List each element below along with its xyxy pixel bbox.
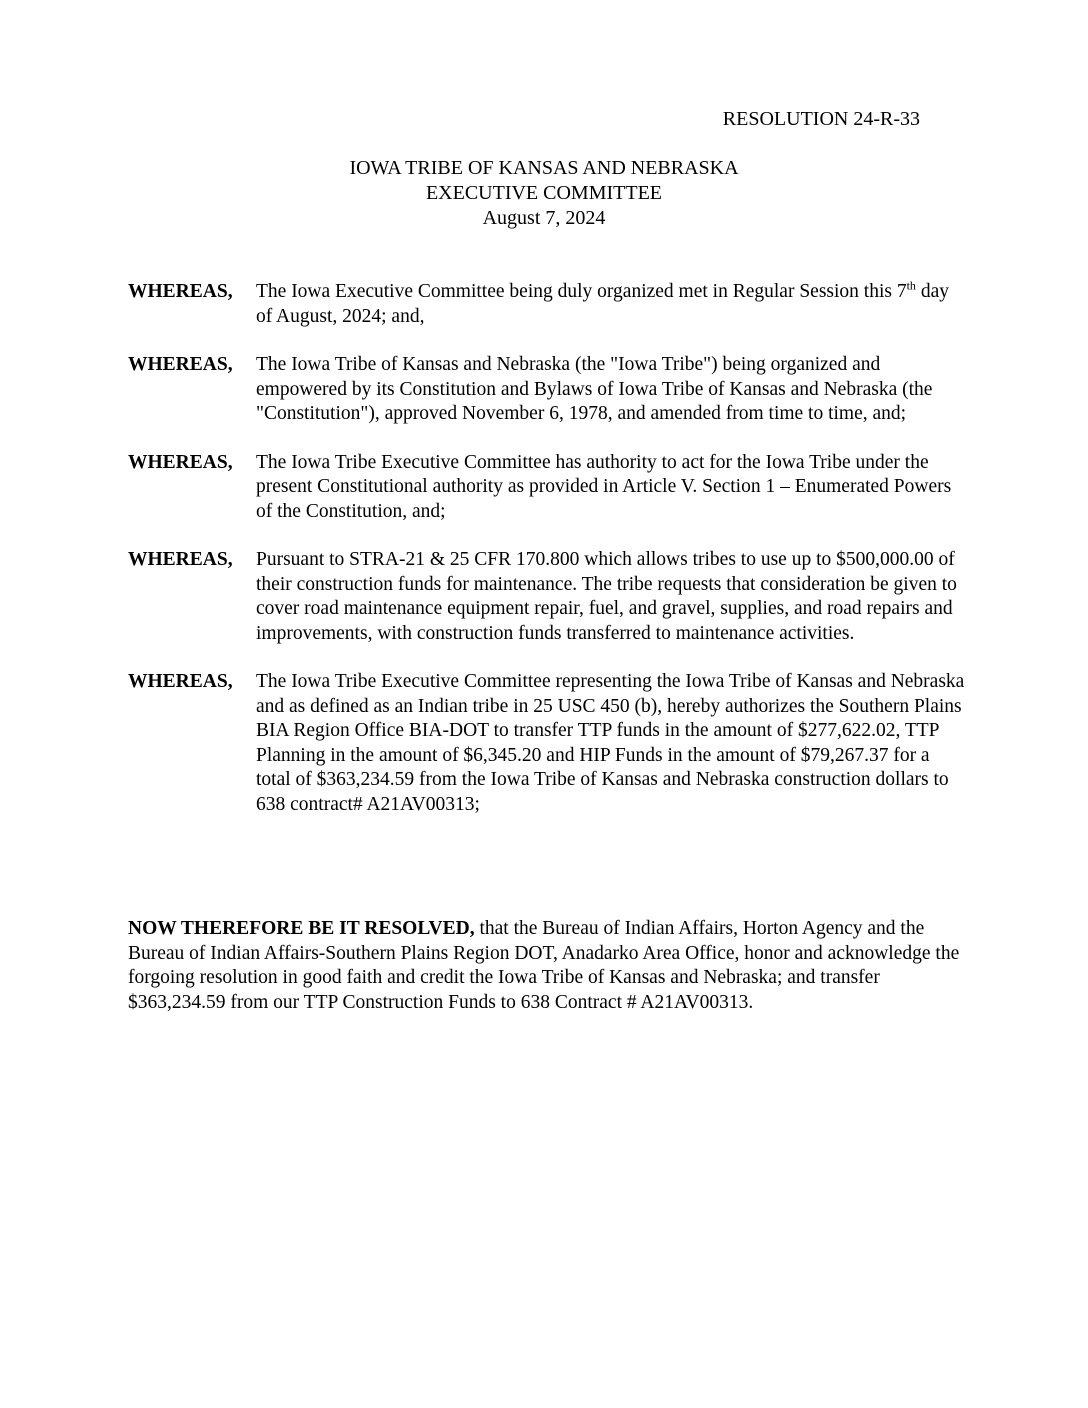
whereas-clause — [128, 451, 968, 525]
whereas-clauses — [128, 280, 968, 841]
whereas-label: WHEREAS, — [128, 671, 233, 692]
resolution-date: August 7, 2024 — [482, 207, 606, 229]
tribe-name: IOWA TRIBE OF KANSAS AND NEBRASKA — [349, 157, 739, 179]
document-header — [0, 156, 1088, 231]
whereas-text-part: The Iowa Executive Committee being duly organized met in Regular Session this 7 — [256, 281, 907, 302]
whereas-text: The Iowa Tribe Executive Committee has authority to act for the Iowa Tribe under the present Constitutional authority as provided in Article V. Section 1 – Enumerated Powers of the Constitution, and; — [256, 451, 952, 522]
ordinal-suffix: th — [906, 278, 916, 293]
resolution-number: RESOLUTION 24-R-33 — [722, 108, 920, 130]
whereas-text: The Iowa Tribe Executive Committee representing the Iowa Tribe of Kansas and Nebraska and as defined as an Indian tribe in 25 USC 450 (b), hereby authorizes the Southern Plains BIA Region Office BIA-DOT to transfer TTP funds in the amount of $277,622.02, TTP Planning in the amount of $6,345.20 and HIP Funds in the amount of $79,267.37 for a total of $363,234.59 from the Iowa Tribe of Kansas and Nebraska construction dollars to 638 contract# A21AV00313; — [256, 671, 965, 815]
whereas-label: WHEREAS, — [128, 354, 233, 375]
committee-name: EXECUTIVE COMMITTEE — [425, 182, 663, 204]
whereas-clause — [128, 548, 968, 646]
resolved-label: NOW THEREFORE BE IT RESOLVED, — [128, 918, 475, 939]
whereas-text: The Iowa Tribe of Kansas and Nebraska (the "Iowa Tribe") being organized and empowered by its Constitution and Bylaws of Iowa Tribe of Kansas and Nebraska (the "Constitution"), approved November 6, 1978, and amended from time to time, and; — [256, 354, 933, 424]
whereas-text-part: day of August, 2024; and, — [256, 281, 949, 327]
whereas-label: WHEREAS, — [128, 549, 233, 570]
resolved-text: that the Bureau of Indian Affairs, Horton Agency and the Bureau of Indian Affairs-Southern Plains Region DOT, Anadarko Area Office, honor and acknowledge the forgoing resolution in good faith and credit the Iowa Tribe of Kansas and Nebraska; and transfer $363,234.59 from our TTP Construction Funds to 638 Contract # A21AV00313. — [128, 918, 960, 1013]
resolved-paragraph — [128, 917, 968, 1015]
whereas-label: WHEREAS, — [128, 281, 233, 302]
whereas-text: Pursuant to STRA-21 & 25 CFR 170.800 which allows tribes to use up to $500,000.00 of their construction funds for maintenance. The tribe requests that consideration be given to cover road maintenance equipment repair, fuel, and gravel, supplies, and road repairs and improvements, with construction funds transferred to maintenance activities. — [256, 549, 957, 644]
whereas-text — [256, 280, 968, 329]
whereas-clause — [128, 353, 968, 427]
whereas-clause — [128, 280, 968, 329]
whereas-clause — [128, 670, 968, 817]
whereas-label: WHEREAS, — [128, 451, 233, 473]
